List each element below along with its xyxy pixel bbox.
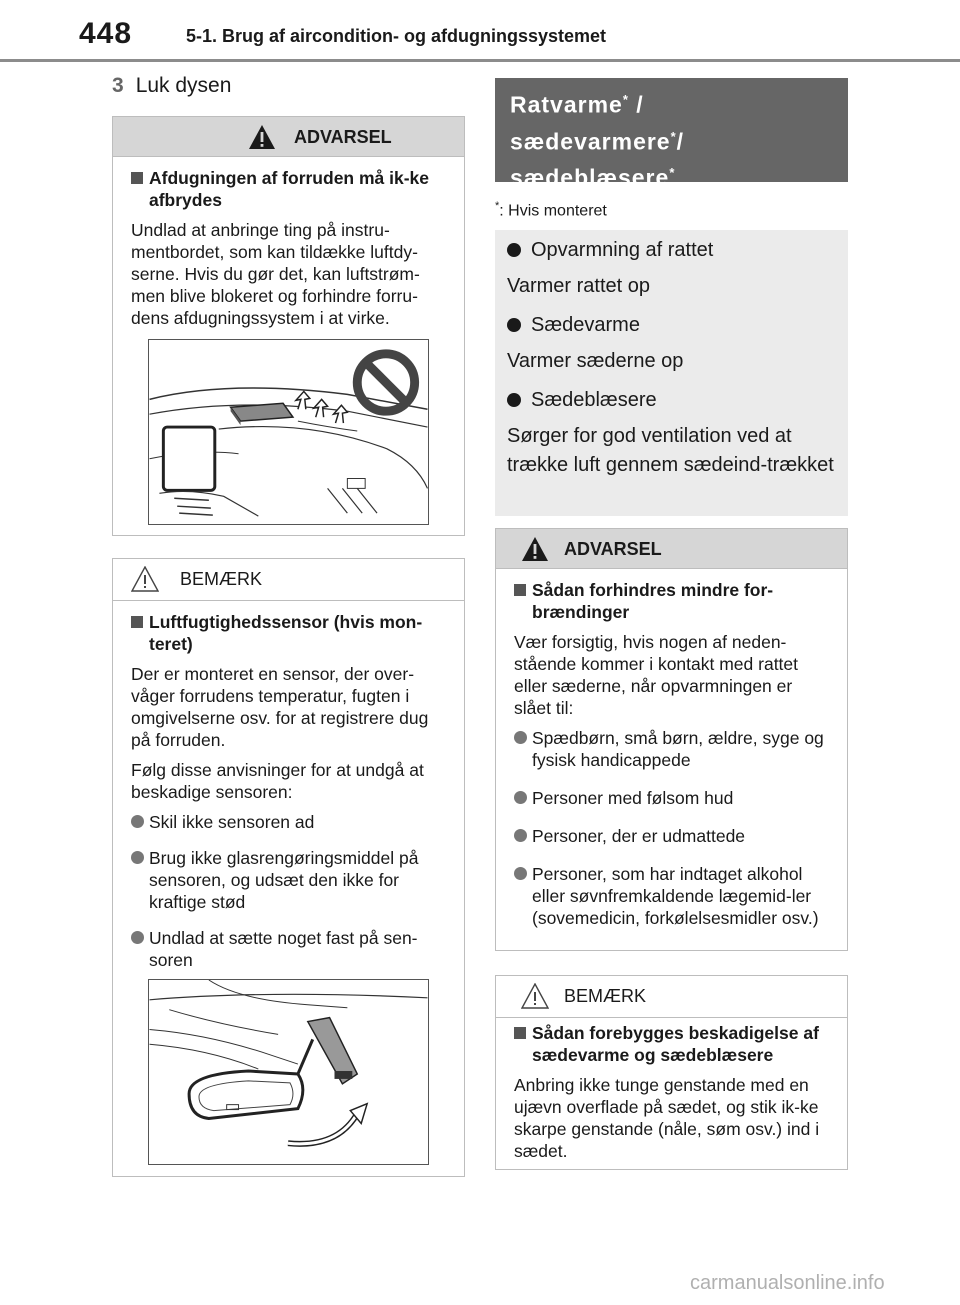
notice-bullet: Undlad at sætte noget fast på sen-soren bbox=[131, 927, 446, 971]
bullet-dot-icon bbox=[131, 931, 144, 944]
caution-triangle-icon bbox=[521, 983, 549, 1009]
bullet-dot-icon bbox=[514, 731, 527, 744]
square-bullet-icon bbox=[514, 1027, 526, 1039]
chapter-title: 5-1. Brug af aircondition- og afdugningssystemet bbox=[186, 26, 607, 46]
notice-body-2: Følg disse anvisninger for at undgå at beskadige sensoren: bbox=[131, 760, 424, 802]
notice-subheading: Luftfugtighedssensor (hvis mon-teret) bbox=[131, 611, 446, 655]
features-box bbox=[495, 230, 848, 516]
warning-title: ADVARSEL bbox=[564, 539, 662, 559]
bullet-dot-icon bbox=[131, 815, 144, 828]
notice-box-humidity-sensor bbox=[112, 558, 465, 1177]
feature-description: Sørger for god ventilation ved at trække luft gennem sædeind-trækket bbox=[507, 425, 834, 476]
notice-title: BEMÆRK bbox=[564, 986, 647, 1006]
section-title-line-2: sædevarmere*/ bbox=[510, 128, 685, 155]
notice-bullet: Skil ikke sensoren ad bbox=[131, 811, 446, 833]
warning-triangle-icon bbox=[248, 124, 276, 150]
notice-subheading: Sådan forebygges beskadigelse af sædevarme og sædeblæsere bbox=[514, 1022, 829, 1066]
square-bullet-icon bbox=[131, 616, 143, 628]
notice-body: Anbring ikke tunge genstande med en ujævn overflade på sædet, og stik ik-ke skarpe genstande (nåle, søm osv.) ind i sædet. bbox=[514, 1075, 820, 1161]
feature-description: Varmer rattet op bbox=[507, 275, 651, 297]
feature-item: Sædeblæsere bbox=[507, 386, 836, 414]
caution-triangle-icon bbox=[131, 566, 159, 592]
warning-box-defog bbox=[112, 116, 465, 536]
warning-box-burns bbox=[495, 528, 848, 951]
warning-bullet: Personer, der er udmattede bbox=[514, 825, 829, 847]
feature-description: Varmer sæderne op bbox=[507, 350, 684, 372]
bullet-dot-icon bbox=[514, 829, 527, 842]
bullet-dot-icon bbox=[507, 243, 521, 257]
notice-header bbox=[496, 976, 847, 1018]
step-number: 3 bbox=[112, 74, 124, 97]
feature-item: Sædevarme bbox=[507, 311, 836, 339]
warning-triangle-icon bbox=[521, 536, 549, 562]
section-title bbox=[495, 78, 848, 191]
footnote: *: Hvis monteret bbox=[495, 200, 607, 220]
step-item bbox=[112, 74, 231, 98]
warning-subheading: Sådan forhindres mindre for-brændinger bbox=[514, 579, 829, 623]
warning-subheading: Afdugningen af forruden må ik-ke afbrydes bbox=[131, 167, 446, 211]
warning-header bbox=[113, 117, 464, 157]
dashboard-vent-blocked-illustration bbox=[148, 339, 429, 525]
bullet-dot-icon bbox=[507, 393, 521, 407]
section-title-line-3: sædeblæsere* bbox=[510, 164, 676, 191]
warning-bullet: Personer med følsom hud bbox=[514, 787, 829, 809]
bullet-dot-icon bbox=[514, 791, 527, 804]
warning-title: ADVARSEL bbox=[294, 127, 392, 147]
notice-body-1: Der er monteret en sensor, der over-våger forrudens temperatur, fugten i omgivelserne osv. for at registrere dug på forruden. bbox=[131, 664, 429, 750]
warning-body: Vær forsigtig, hvis nogen af neden-stående kommer i kontakt med rattet eller sæderne, når opvarmningen er slået til: bbox=[514, 632, 799, 718]
square-bullet-icon bbox=[131, 172, 143, 184]
warning-bullet: Spædbørn, små børn, ældre, syge og fysisk handicappede bbox=[514, 727, 829, 771]
notice-header bbox=[113, 559, 464, 601]
warning-bullet: Personer, som har indtaget alkohol eller søvnfremkaldende lægemid-ler (sovemedicin, forkølelsesmidler osv.) bbox=[514, 863, 829, 929]
bullet-dot-icon bbox=[507, 318, 521, 332]
bullet-dot-icon bbox=[131, 851, 144, 864]
bullet-dot-icon bbox=[514, 867, 527, 880]
step-text: Luk dysen bbox=[135, 74, 232, 97]
page-number: 448 bbox=[79, 17, 133, 50]
notice-box-seat-damage bbox=[495, 975, 848, 1170]
mirror-sensor-illustration bbox=[148, 979, 429, 1165]
square-bullet-icon bbox=[514, 584, 526, 596]
watermark: carmanualsonline.info bbox=[690, 1272, 885, 1294]
feature-item: Opvarmning af rattet bbox=[507, 236, 836, 264]
header-rule bbox=[0, 59, 960, 62]
warning-header bbox=[496, 529, 847, 569]
page-header bbox=[0, 0, 960, 62]
section-title-line-1: Ratvarme* / bbox=[510, 91, 644, 118]
notice-title: BEMÆRK bbox=[180, 569, 263, 589]
notice-bullet: Brug ikke glasrengøringsmiddel på sensoren, og udsæt den ikke for kraftige stød bbox=[131, 847, 446, 913]
warning-body: Undlad at anbringe ting på instru-mentbordet, som kan tildække luftdy-serne. Hvis du gør det, kan luftstrøm-men blive blokeret og forhindre forru-dens afdugningssystem i at virke. bbox=[131, 220, 420, 328]
